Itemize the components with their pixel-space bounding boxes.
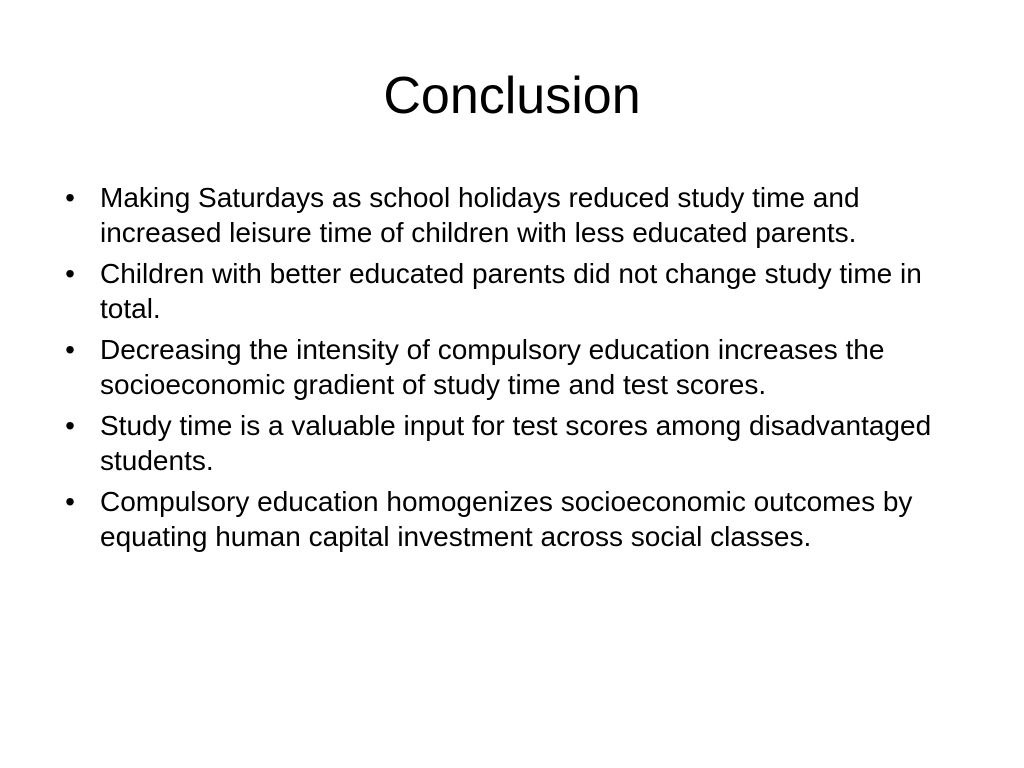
- bullet-icon: •: [65, 410, 75, 441]
- bullet-text: Children with better educated parents did not change study time in total.: [100, 258, 922, 324]
- bullet-text: Study time is a valuable input for test scores among disadvantaged students.: [100, 410, 932, 476]
- list-item: [60, 409, 980, 478]
- list-item: [60, 333, 980, 402]
- list-item: [60, 485, 980, 554]
- bullet-icon: •: [65, 334, 75, 365]
- bullet-icon: •: [65, 486, 75, 517]
- bullet-text: Decreasing the intensity of compulsory education increases the socioeconomic gradient of study time and test scores.: [100, 334, 885, 400]
- bullet-icon: •: [65, 182, 75, 213]
- bullet-text: Compulsory education homogenizes socioeconomic outcomes by equating human capital investment across social classes.: [100, 486, 913, 552]
- bullet-list: [60, 181, 980, 561]
- list-item: [60, 181, 980, 250]
- list-item: [60, 257, 980, 326]
- slide-title: Conclusion: [383, 67, 641, 125]
- bullet-icon: •: [65, 258, 75, 289]
- bullet-text: Making Saturdays as school holidays reduced study time and increased leisure time of children with less educated parents.: [100, 182, 860, 248]
